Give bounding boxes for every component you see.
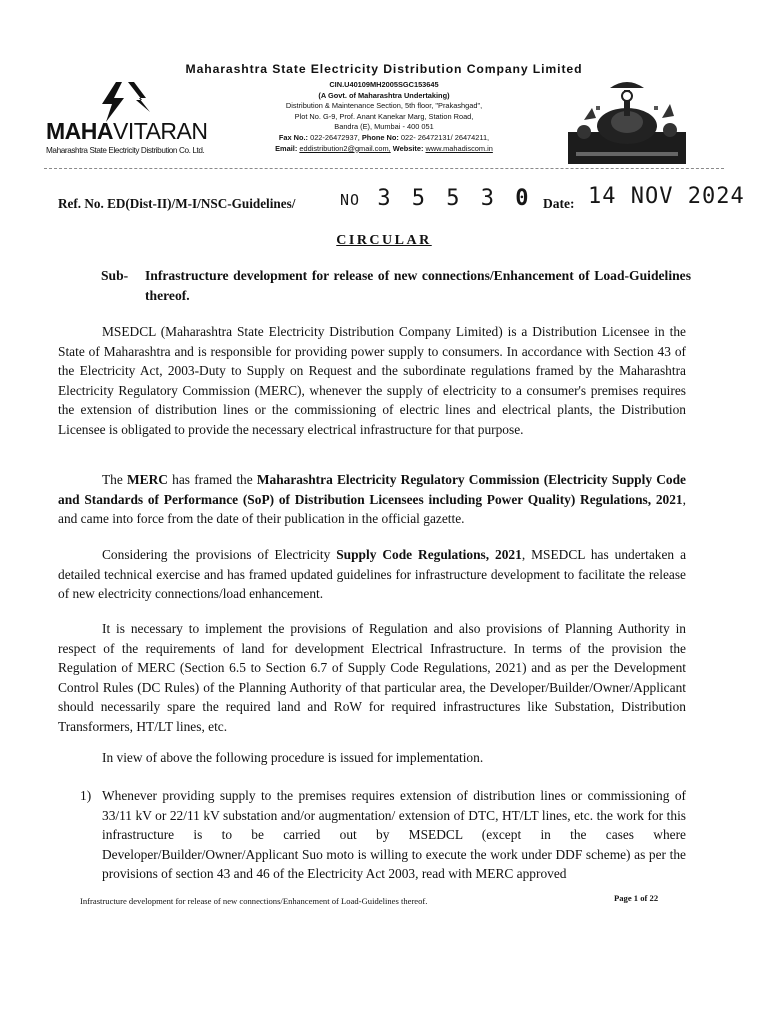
fax-phone-line: Fax No.: 022-26472937, Phone No: 022- 26472131/ 26474211, xyxy=(278,132,490,142)
circular-title: CIRCULAR xyxy=(336,233,432,248)
letterhead-divider xyxy=(44,168,724,169)
date-label: Date: xyxy=(543,196,575,211)
letterhead xyxy=(160,62,608,154)
paragraph-4: It is necessary to implement the provisions of Regulation and also provisions of Planning Authority in respect of the requirements of land for development Electrical Infrastructure. In terms of the provision the Regulation of MERC (Section 6.5 to Section 6.7 of Supply Code Regulations, 2021) and as per the Development Control Rules (DC Rules) of the Planning Authority of that particular area, the Developer/Builder/Owner/Applicant should necessarily spare the required land and RoW for required infrastructures like Substation, Distribution Transformers, HT/LT lines, etc. xyxy=(58,621,686,734)
footer-title: Infrastructure development for release of new connections/Enhancement of Load-Guidelines thereof. xyxy=(80,896,428,906)
govt-undertaking: (A Govt. of Maharashtra Undertaking) xyxy=(318,90,450,100)
address-line-1: Distribution & Maintenance Section, 5th floor, "Prakashgad", xyxy=(285,101,483,111)
address-line-3: Bandra (E), Mumbai - 400 051 xyxy=(334,122,434,132)
list-item xyxy=(80,786,686,884)
email-link[interactable]: eddistribution2@gmail.com, xyxy=(299,143,391,153)
reference-label: Ref. No. ED(Dist-II)/M-I/NSC-Guidelines/ xyxy=(58,196,296,211)
subject-text: Infrastructure development for release of new connections/Enhancement of Load-Guidelines thereof. xyxy=(145,268,691,303)
paragraph-2: The MERC has framed the Maharashtra Electricity Regulatory Commission (Electricity Supply Code and Standards of Performance (SoP) of Distribution Licensees including Power Quality) Regulations, 2021, and came into force from the date of their publication in the official gazette. xyxy=(58,472,686,527)
paragraph-1: MSEDCL (Maharashtra State Electricity Distribution Company Limited) is a Distribution Licensee in the State of Maharashtra and is responsible for providing power supply to consumers. In accordance with Section 43 of the Electricity Act, 2003-Duty to Supply on Request and the subordinate regulations framed by the Maharashtra Electricity Regulatory Commission (MERC), whenever the supply of electricity to a consumer's premises requires the extension of distribution lines or the commissioning of electric lines and electrical plants, the Distribution Licensee is obligated to provide the necessary electrical infrastructure for that purpose. xyxy=(58,324,686,437)
page-number: Page 1 of 22 xyxy=(614,893,659,903)
reference-number-stamp: NO 3 5 5 3 0 xyxy=(340,186,533,211)
paragraph-3: Considering the provisions of Electricity Supply Code Regulations, 2021, MSEDCL has undertaken a detailed technical exercise and has framed updated guidelines for infrastructure development to facilitate the release of new electricity connections/load enhancement. xyxy=(58,547,687,602)
date-stamp: 14 NOV 2024 xyxy=(588,184,745,209)
paragraph-5: In view of above the following procedure is issued for implementation. xyxy=(102,750,484,765)
list-item-number: 1) xyxy=(80,788,92,803)
logo-subtitle: Maharashtra State Electricity Distribution Co. Ltd. xyxy=(46,146,205,155)
website-link[interactable]: www.mahadiscom.in xyxy=(425,143,493,153)
emblem-icon xyxy=(566,76,688,168)
email-website-line: Email: eddistribution2@gmail.com, Website: www.mahadiscom.in xyxy=(275,143,493,153)
subject xyxy=(101,266,691,306)
logo-wordmark: MAHAVITARAN xyxy=(46,118,208,144)
company-name: Maharashtra State Electricity Distribution Company Limited xyxy=(185,62,583,76)
subject-label: Sub- xyxy=(101,268,129,283)
list-item-text: Whenever providing supply to the premises requires extension of distribution lines or commissioning of 33/11 kV or 22/11 kV substation and/or augmentation/ extension of DTC, HT/LT lines, etc. the work for this infrastructure is to be carried out by MSEDCL (except in the cases where Developer/Builder/Owner/Applicant Suo moto is willing to execute the work under DDF scheme) as per the provisions of section 43 and 46 of the Electricity Act 2003, read with MERC approved xyxy=(102,788,686,882)
address-line-2: Plot No. G-9, Prof. Anant Kanekar Marg, Station Road, xyxy=(294,111,474,121)
cin-number: CIN.U40109MH2005SGC153645 xyxy=(329,80,439,89)
